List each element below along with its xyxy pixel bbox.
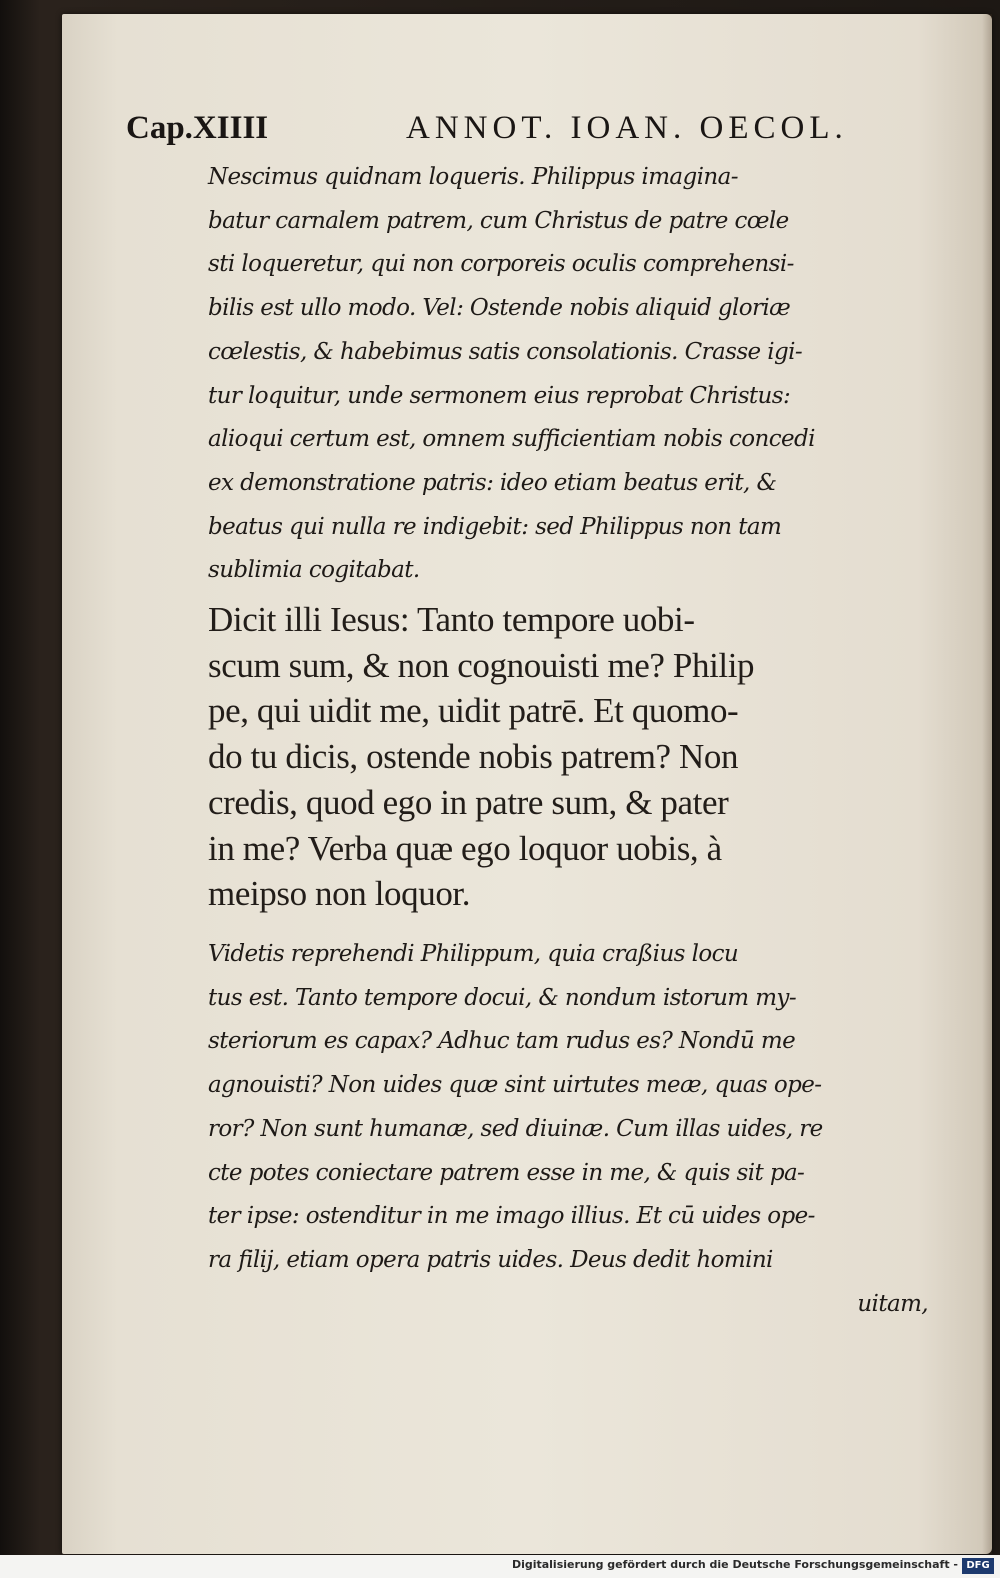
text-line: tus est. Tanto tempore docui, & nondum istorum my- [208,984,796,1011]
text-line: meipso non loquor. [208,874,471,914]
text-line: batur carnalem patrem, cum Christus de patre cœle [208,207,789,234]
text-line: ex demonstratione patris: ideo etiam beatus erit, & [208,469,777,496]
scripture-block [208,597,928,917]
text-line: alioqui certum est, omnem sufficientiam nobis concedi [208,426,815,453]
text-line: do tu dicis, ostende nobis patrem? Non [208,737,739,777]
dfg-logo: DFG [962,1558,994,1574]
text-line: credis, quod ego in patre sum, & pater [208,782,729,822]
commentary-block-1 [208,156,928,593]
text-line: pe, qui uidit me, uidit patrē. Et quomo- [208,691,739,731]
text-line: cœlestis, & habebimus satis consolationis. Crasse igi- [208,338,803,365]
text-line: ra filij, etiam opera patris uides. Deus dedit homini [208,1246,773,1273]
text-line: sublimia cogitabat. [208,557,420,584]
chapter-heading: Cap.XIIII [126,110,269,146]
text-line: cte potes coniectare patrem esse in me, & quis sit pa- [208,1159,805,1186]
text-line: steriorum es capax? Adhuc tam rudus es? Nondū me [208,1028,796,1055]
text-line: ter ipse: ostenditur in me imago illius. Et cū uides ope- [208,1203,815,1230]
text-line: scum sum, & non cognouisti me? Philip [208,645,755,685]
catchword: uitam, [857,1290,928,1317]
text-line: Nescimus quidnam loqueris. Philippus imagina- [208,164,738,190]
running-title: ANNOT. IOAN. OECOL. [406,110,848,146]
text-line: agnouisti? Non uides quæ sint uirtutes meæ, quas ope- [208,1072,822,1099]
digitization-footer [0,1555,1000,1578]
running-head [126,110,906,150]
text-line: in me? Verba quæ ego loquor uobis, à [208,828,722,868]
text-line: bilis est ullo modo. Vel: Ostende nobis aliquid gloriæ [208,295,791,322]
text-line: beatus qui nulla re indigebit: sed Philippus non tam [208,513,782,540]
text-line: sti loqueretur, qui non corporeis oculis comprehensi- [208,251,794,278]
text-line: Videtis reprehendi Philippum, quia craßius locu [208,941,739,967]
funding-notice: Digitalisierung gefördert durch die Deutsche Forschungsgemeinschaft - [511,1558,958,1571]
text-line: Dicit illi Iesus: Tanto tempore uobi- [208,600,695,639]
text-line: tur loquitur, unde sermonem eius reprobat Christus: [208,382,791,409]
commentary-block-2 [208,933,928,1326]
page-edge-shadow [982,14,992,1554]
text-line: ror? Non sunt humanæ, sed diuinæ. Cum illas uides, re [208,1115,823,1142]
